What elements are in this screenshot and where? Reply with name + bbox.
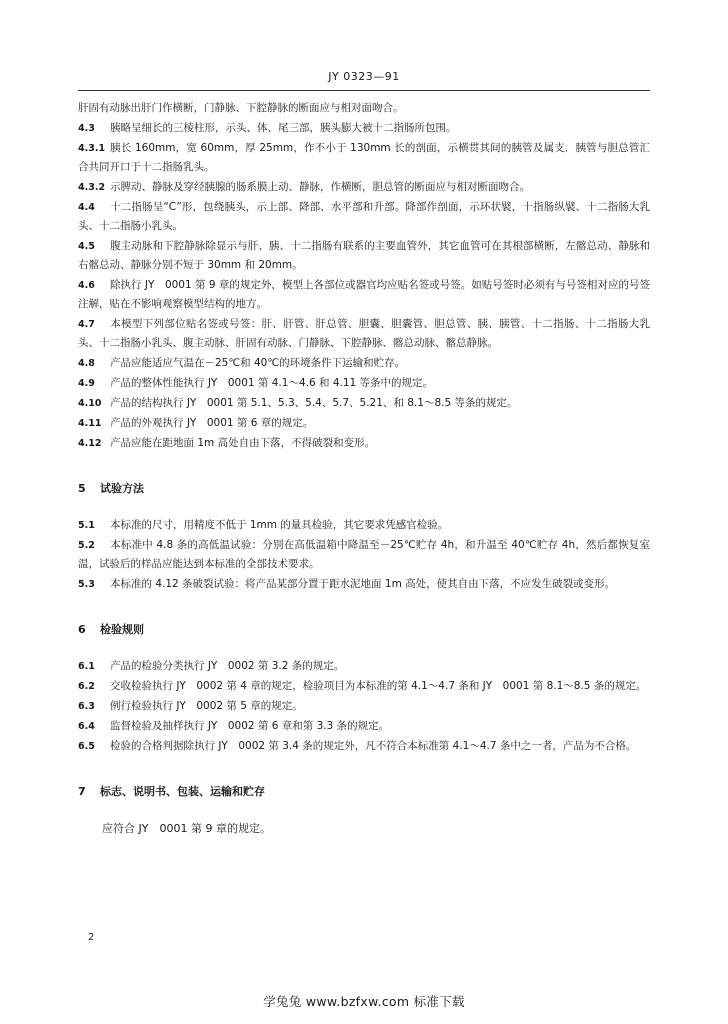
clause: [78, 536, 650, 574]
clause: [78, 394, 650, 413]
clause-number: 4.3.1: [78, 143, 106, 154]
section-5-heading: [78, 479, 650, 498]
clause-text: 肝固有动脉出肝门作横断，门静脉、下腔静脉的断面应与相对面吻合。: [78, 102, 404, 114]
section-title: 标志、说明书、包装、运输和贮存: [100, 785, 265, 798]
clause-text: 本标准的尺寸，用精度不低于 1mm 的量具检验，其它要求凭感官检验。: [110, 519, 449, 531]
clause: [78, 354, 650, 373]
clause-text: 产品的外观执行 JY 0001 第 6 章的规定。: [110, 417, 314, 429]
clause-text: 产品应能适应气温在－25℃和 40℃的环境条件下运输和贮存。: [110, 357, 406, 369]
section-7-heading: [78, 782, 650, 801]
clause-number: 4.12: [78, 438, 102, 449]
section-number: 7: [78, 785, 86, 798]
clause-number: 4.8: [78, 358, 95, 369]
clause: [78, 374, 650, 393]
header-rule: [78, 90, 650, 91]
clause-number: 6.3: [78, 701, 95, 712]
clause-text: 胰长 160mm，宽 60mm，厚 25mm，作不小于 130mm 长的剖面，示横贯其间的胰管及属支．胰管与胆总管汇合共同开口于十二指肠乳头。: [78, 142, 650, 173]
clause: [78, 315, 650, 353]
section-7-text: 应符合 JY 0001 第 9 章的规定。: [102, 822, 271, 835]
section-title: 检验规则: [100, 623, 144, 636]
clause-number: 4.9: [78, 378, 95, 389]
section-number: 5: [78, 482, 86, 495]
clause-text: 胰略呈细长的三棱柱形，示头、体、尾三部，胰头膨大被十二指肠所包围。: [110, 122, 457, 134]
clause-text: 示脾动、静脉及穿经胰腺的肠系膜上动、静脉，作横断，胆总管的断面应与相对断面吻合。: [110, 181, 530, 193]
clause: [78, 575, 650, 594]
clauses-6: [78, 657, 650, 756]
section-6-heading: [78, 620, 650, 639]
clause-number: 4.6: [78, 280, 95, 291]
clause-number: 5.3: [78, 579, 95, 590]
clause: [78, 198, 650, 236]
section-number: 6: [78, 623, 86, 636]
clause-text: 监督检验及抽样执行 JY 0002 第 6 章和第 3.3 条的规定。: [110, 720, 390, 732]
clause: [78, 414, 650, 433]
clause-number: 4.5: [78, 241, 95, 252]
clause: [78, 237, 650, 275]
clause-text: 除执行 JY 0001 第 9 章的规定外，模型上各部位或器官均应贴名签或号签。如贴号签时必须有与号签相对应的号签注解，贴在不影响观察模型结构的地方。: [78, 279, 650, 310]
document-body: [78, 99, 650, 839]
clause: [78, 697, 650, 716]
section-title: 试验方法: [100, 482, 144, 495]
clause-number: 4.3.2: [78, 182, 106, 193]
clause-text: 本标准中 4.8 条的高低温试验：分别在高低温箱中降温至－25℃贮存 4h，和升温至 40℃贮存 4h，然后都恢复室温，试验后的样品应能达到本标准的全部技术要求。: [78, 539, 650, 570]
clause-number: 4.4: [78, 202, 95, 213]
clause-number: 4.3: [78, 123, 95, 134]
clause-text: 产品的结构执行 JY 0001 第 5.1、5.3、5.4、5.7、5.21、和 8.1～8.5 等条的规定。: [110, 397, 518, 409]
clause-text: 本标准的 4.12 条破裂试验：将产品某部分置于距水泥地面 1m 高处，使其自由下落，不应发生破裂或变形。: [110, 578, 616, 590]
clause-number: 6.4: [78, 721, 95, 732]
clause-number: 4.10: [78, 398, 102, 409]
clause-number: 4.11: [78, 418, 102, 429]
clause-number: 5.2: [78, 540, 95, 551]
clause: [78, 717, 650, 736]
clause-text: 例行检验执行 JY 0002 第 5 章的规定。: [110, 700, 303, 712]
clause-number: 5.1: [78, 520, 95, 531]
clause: [78, 737, 650, 756]
clause-text: 产品的检验分类执行 JY 0002 第 3.2 条的规定。: [110, 660, 345, 672]
page-number: 2: [88, 932, 95, 943]
clauses-4: [78, 99, 650, 453]
clause: [78, 276, 650, 314]
clause-text: 腹主动脉和下腔静脉除显示与肝、胰、十二指肠有联系的主要血管外，其它血管可在其根部横断，左髂总动、静脉和右髂总动、静脉分别不短于 30mm 和 20mm。: [78, 240, 650, 271]
clause-text: 交收检验执行 JY 0002 第 4 章的规定，检验项目为本标准的第 4.1～4.7 条和 JY 0001 第 8.1～8.5 条的规定。: [110, 680, 647, 692]
clause-number: 6.2: [78, 681, 95, 692]
watermark: 学兔兔 www.bzfxw.com 标准下载: [263, 994, 465, 1009]
clause-text: 本模型下列部位贴名签或号签：肝、肝管、肝总管、胆囊、胆囊管、胆总管、胰、胰管、十二指肠、十二指肠大乳头、十二指肠小乳头、腹主动脉、肝固有动脉、门静脉、下腔静脉、髂总动脉、髂总静脉。: [78, 318, 650, 349]
clause: [78, 677, 650, 696]
clause: [78, 657, 650, 676]
clause-number: 6.5: [78, 741, 95, 752]
clause: [78, 99, 650, 118]
clause: [78, 139, 650, 177]
clause-text: 产品的整体性能执行 JY 0001 第 4.1～4.6 和 4.11 等条中的规定。: [110, 377, 434, 389]
clause: [78, 516, 650, 535]
clause: [78, 178, 650, 197]
clause-text: 十二指肠呈“C”形，包绕胰头，示上部、降部、水平部和升部。降部作剖面，示环状襞，十指肠纵襞、十二指肠大乳头、十二指肠小乳头。: [78, 201, 650, 232]
clause: [78, 434, 650, 453]
clause-text: 检验的合格判据除执行 JY 0002 第 3.4 条的规定外，凡不符合本标准第 4.1～4.7 条中之一者，产品为不合格。: [110, 740, 637, 752]
document-header: JY 0323—91: [328, 70, 400, 83]
clauses-5: [78, 516, 650, 594]
clause-number: 6.1: [78, 661, 95, 672]
clause-number: 4.7: [78, 319, 95, 330]
clause-text: 产品应能在距地面 1m 高处自由下落，不得破裂和变形。: [110, 437, 376, 449]
clause: [78, 119, 650, 138]
